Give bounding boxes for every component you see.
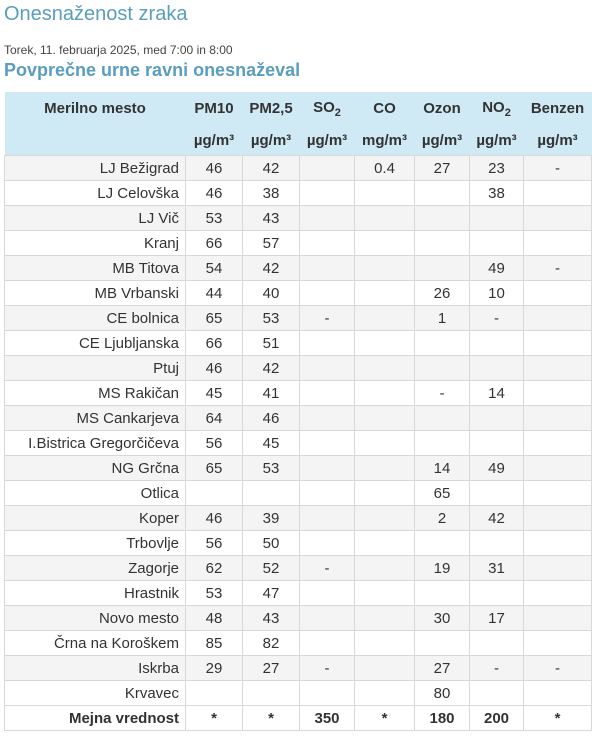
- section-title: Povprečne urne ravni onesnaževal: [4, 60, 301, 80]
- station-name-cell: MB Titova: [5, 256, 186, 281]
- value-cell-no2: -: [470, 306, 524, 331]
- value-cell-co: [355, 231, 415, 256]
- value-cell-co: [355, 381, 415, 406]
- value-cell-so2: [300, 681, 355, 706]
- value-cell-co: [355, 356, 415, 381]
- value-cell-ozon: [415, 331, 470, 356]
- value-cell-no2: 10: [470, 281, 524, 306]
- value-cell-so2: [300, 581, 355, 606]
- value-cell-co: [355, 456, 415, 481]
- value-cell-ozon: [415, 206, 470, 231]
- value-cell-co: [355, 556, 415, 581]
- value-cell-so2: [300, 406, 355, 431]
- value-cell-pm25: 53: [243, 306, 300, 331]
- value-cell-pm25: 43: [243, 206, 300, 231]
- value-cell-so2: [300, 356, 355, 381]
- limit-row: [5, 706, 592, 731]
- value-cell-no2: [470, 681, 524, 706]
- limit-value-pm10: *: [186, 706, 243, 731]
- value-cell-no2: -: [470, 656, 524, 681]
- value-cell-ozon: 14: [415, 456, 470, 481]
- value-cell-pm10: 65: [186, 456, 243, 481]
- unit-header-pm25: µg/m³: [243, 125, 300, 156]
- value-cell-ozon: 30: [415, 606, 470, 631]
- value-cell-pm25: 51: [243, 331, 300, 356]
- value-cell-pm25: 38: [243, 181, 300, 206]
- table-row: [5, 231, 592, 256]
- value-cell-ozon: [415, 581, 470, 606]
- table-row: [5, 356, 592, 381]
- value-cell-pm10: 29: [186, 656, 243, 681]
- value-cell-pm25: 27: [243, 656, 300, 681]
- value-cell-benzen: [524, 206, 592, 231]
- value-cell-ozon: [415, 181, 470, 206]
- value-cell-pm10: 85: [186, 631, 243, 656]
- limit-value-benzen: *: [524, 706, 592, 731]
- value-cell-ozon: [415, 531, 470, 556]
- value-cell-pm10: 66: [186, 331, 243, 356]
- value-cell-pm25: 43: [243, 606, 300, 631]
- value-cell-pm10: 62: [186, 556, 243, 581]
- column-header-benzen: Benzen: [524, 92, 592, 125]
- table-row: [5, 156, 592, 181]
- unit-header-pm10: µg/m³: [186, 125, 243, 156]
- value-cell-benzen: [524, 481, 592, 506]
- value-cell-benzen: [524, 556, 592, 581]
- unit-header-empty: [5, 125, 186, 156]
- value-cell-benzen: [524, 381, 592, 406]
- value-cell-pm10: 54: [186, 256, 243, 281]
- value-cell-pm25: 57: [243, 231, 300, 256]
- header-row-names: [5, 92, 592, 125]
- value-cell-pm10: 46: [186, 506, 243, 531]
- value-cell-no2: [470, 531, 524, 556]
- value-cell-ozon: [415, 431, 470, 456]
- value-cell-ozon: 27: [415, 156, 470, 181]
- table-row: [5, 581, 592, 606]
- value-cell-pm25: 42: [243, 256, 300, 281]
- value-cell-benzen: [524, 581, 592, 606]
- value-cell-pm10: [186, 681, 243, 706]
- value-cell-no2: [470, 331, 524, 356]
- value-cell-co: [355, 531, 415, 556]
- value-cell-ozon: [415, 631, 470, 656]
- station-name-cell: Novo mesto: [5, 606, 186, 631]
- value-cell-pm25: 46: [243, 406, 300, 431]
- value-cell-co: [355, 406, 415, 431]
- header-row-units: [5, 125, 592, 156]
- table-row: [5, 606, 592, 631]
- value-cell-benzen: [524, 331, 592, 356]
- value-cell-ozon: 1: [415, 306, 470, 331]
- value-cell-ozon: -: [415, 381, 470, 406]
- value-cell-benzen: [524, 181, 592, 206]
- date-time-subtitle: Torek, 11. februarja 2025, med 7:00 in 8:00: [4, 43, 233, 57]
- table-row: [5, 681, 592, 706]
- station-name-cell: CE bolnica: [5, 306, 186, 331]
- value-cell-so2: -: [300, 306, 355, 331]
- value-cell-benzen: [524, 681, 592, 706]
- station-name-cell: Hrastnik: [5, 581, 186, 606]
- value-cell-so2: [300, 281, 355, 306]
- value-cell-pm25: 52: [243, 556, 300, 581]
- value-cell-benzen: -: [524, 156, 592, 181]
- value-cell-pm25: [243, 681, 300, 706]
- unit-header-ozon: µg/m³: [415, 125, 470, 156]
- value-cell-benzen: [524, 531, 592, 556]
- value-cell-benzen: [524, 606, 592, 631]
- value-cell-pm25: 42: [243, 356, 300, 381]
- value-cell-co: 0.4: [355, 156, 415, 181]
- value-cell-no2: 14: [470, 381, 524, 406]
- value-cell-ozon: 26: [415, 281, 470, 306]
- station-name-cell: NG Grčna: [5, 456, 186, 481]
- table-row: [5, 306, 592, 331]
- value-cell-pm25: 50: [243, 531, 300, 556]
- value-cell-no2: [470, 406, 524, 431]
- value-cell-co: [355, 431, 415, 456]
- value-cell-pm25: 53: [243, 456, 300, 481]
- table-row: [5, 406, 592, 431]
- value-cell-co: [355, 506, 415, 531]
- value-cell-so2: -: [300, 556, 355, 581]
- station-name-cell: Trbovlje: [5, 531, 186, 556]
- station-name-cell: LJ Celovška: [5, 181, 186, 206]
- table-row: [5, 631, 592, 656]
- unit-header-co: mg/m³: [355, 125, 415, 156]
- value-cell-so2: [300, 181, 355, 206]
- value-cell-no2: 38: [470, 181, 524, 206]
- value-cell-co: [355, 181, 415, 206]
- limit-value-no2: 200: [470, 706, 524, 731]
- limit-value-co: *: [355, 706, 415, 731]
- value-cell-pm25: [243, 481, 300, 506]
- station-name-cell: MS Cankarjeva: [5, 406, 186, 431]
- value-cell-ozon: [415, 406, 470, 431]
- station-name-cell: Črna na Koroškem: [5, 631, 186, 656]
- value-cell-pm10: 56: [186, 531, 243, 556]
- station-name-cell: MB Vrbanski: [5, 281, 186, 306]
- value-cell-benzen: [524, 631, 592, 656]
- value-cell-co: [355, 206, 415, 231]
- column-header-no2: $NO_2$: [470, 92, 524, 125]
- station-name-cell: LJ Bežigrad: [5, 156, 186, 181]
- value-cell-co: [355, 631, 415, 656]
- station-column-header: Merilno mesto: [5, 92, 186, 125]
- value-cell-pm25: 42: [243, 156, 300, 181]
- value-cell-benzen: [524, 281, 592, 306]
- value-cell-no2: [470, 356, 524, 381]
- value-cell-co: [355, 581, 415, 606]
- value-cell-no2: 17: [470, 606, 524, 631]
- station-name-cell: Zagorje: [5, 556, 186, 581]
- value-cell-pm10: 46: [186, 181, 243, 206]
- value-cell-so2: [300, 431, 355, 456]
- value-cell-benzen: -: [524, 256, 592, 281]
- value-cell-so2: [300, 381, 355, 406]
- station-name-cell: Iskrba: [5, 656, 186, 681]
- value-cell-ozon: 2: [415, 506, 470, 531]
- station-name-cell: Ptuj: [5, 356, 186, 381]
- value-cell-pm10: 66: [186, 231, 243, 256]
- value-cell-so2: [300, 156, 355, 181]
- station-name-cell: I.Bistrica Gregorčičeva: [5, 431, 186, 456]
- value-cell-benzen: [524, 406, 592, 431]
- value-cell-so2: [300, 256, 355, 281]
- value-cell-benzen: -: [524, 656, 592, 681]
- value-cell-pm10: 65: [186, 306, 243, 331]
- value-cell-co: [355, 331, 415, 356]
- table-row: [5, 456, 592, 481]
- value-cell-so2: [300, 606, 355, 631]
- value-cell-co: [355, 606, 415, 631]
- value-cell-pm10: 44: [186, 281, 243, 306]
- value-cell-benzen: [524, 431, 592, 456]
- station-name-cell: Otlica: [5, 481, 186, 506]
- value-cell-no2: 49: [470, 456, 524, 481]
- value-cell-pm10: [186, 481, 243, 506]
- value-cell-benzen: [524, 456, 592, 481]
- value-cell-ozon: 27: [415, 656, 470, 681]
- value-cell-so2: [300, 531, 355, 556]
- value-cell-pm10: 48: [186, 606, 243, 631]
- value-cell-no2: 31: [470, 556, 524, 581]
- table-row: [5, 206, 592, 231]
- page-title: Onesnaženost zraka: [4, 3, 188, 25]
- value-cell-so2: [300, 206, 355, 231]
- value-cell-no2: 49: [470, 256, 524, 281]
- value-cell-no2: [470, 581, 524, 606]
- value-cell-pm10: 45: [186, 381, 243, 406]
- table-row: [5, 481, 592, 506]
- unit-header-benzen: µg/m³: [524, 125, 592, 156]
- value-cell-pm10: 64: [186, 406, 243, 431]
- value-cell-pm25: 40: [243, 281, 300, 306]
- value-cell-pm25: 47: [243, 581, 300, 606]
- value-cell-pm10: 53: [186, 206, 243, 231]
- table-row: [5, 256, 592, 281]
- table-row: [5, 381, 592, 406]
- value-cell-pm25: 39: [243, 506, 300, 531]
- value-cell-co: [355, 256, 415, 281]
- value-cell-benzen: [524, 356, 592, 381]
- value-cell-so2: [300, 631, 355, 656]
- pollution-table: [4, 92, 592, 731]
- value-cell-benzen: [524, 231, 592, 256]
- limit-value-ozon: 180: [415, 706, 470, 731]
- column-header-pm10: PM10: [186, 92, 243, 125]
- table-row: [5, 531, 592, 556]
- table-body: [5, 156, 592, 706]
- value-cell-no2: [470, 206, 524, 231]
- column-header-ozon: Ozon: [415, 92, 470, 125]
- table-row: [5, 431, 592, 456]
- column-header-so2: $SO_2$: [300, 92, 355, 125]
- value-cell-co: [355, 656, 415, 681]
- table-row: [5, 331, 592, 356]
- value-cell-ozon: 19: [415, 556, 470, 581]
- value-cell-so2: [300, 456, 355, 481]
- limit-value-pm25: *: [243, 706, 300, 731]
- value-cell-no2: [470, 631, 524, 656]
- value-cell-co: [355, 681, 415, 706]
- value-cell-ozon: [415, 356, 470, 381]
- limit-value-so2: 350: [300, 706, 355, 731]
- station-name-cell: Koper: [5, 506, 186, 531]
- value-cell-ozon: [415, 256, 470, 281]
- value-cell-no2: 23: [470, 156, 524, 181]
- value-cell-so2: -: [300, 656, 355, 681]
- column-header-co: CO: [355, 92, 415, 125]
- station-name-cell: CE Ljubljanska: [5, 331, 186, 356]
- station-name-cell: Kranj: [5, 231, 186, 256]
- value-cell-no2: [470, 481, 524, 506]
- table-row: [5, 506, 592, 531]
- value-cell-co: [355, 481, 415, 506]
- station-name-cell: LJ Vič: [5, 206, 186, 231]
- value-cell-pm25: 45: [243, 431, 300, 456]
- column-header-pm25: PM2,5: [243, 92, 300, 125]
- station-name-cell: Krvavec: [5, 681, 186, 706]
- table-row: [5, 556, 592, 581]
- value-cell-pm25: 41: [243, 381, 300, 406]
- unit-header-no2: µg/m³: [470, 125, 524, 156]
- value-cell-pm25: 82: [243, 631, 300, 656]
- limit-label: Mejna vrednost: [5, 706, 186, 731]
- value-cell-ozon: [415, 231, 470, 256]
- table-row: [5, 656, 592, 681]
- value-cell-co: [355, 281, 415, 306]
- value-cell-pm10: 53: [186, 581, 243, 606]
- value-cell-no2: [470, 431, 524, 456]
- unit-header-so2: µg/m³: [300, 125, 355, 156]
- value-cell-pm10: 56: [186, 431, 243, 456]
- value-cell-no2: 42: [470, 506, 524, 531]
- station-name-cell: MS Rakičan: [5, 381, 186, 406]
- value-cell-so2: [300, 231, 355, 256]
- table-row: [5, 181, 592, 206]
- value-cell-ozon: 80: [415, 681, 470, 706]
- value-cell-so2: [300, 506, 355, 531]
- value-cell-no2: [470, 231, 524, 256]
- value-cell-co: [355, 306, 415, 331]
- value-cell-benzen: [524, 306, 592, 331]
- value-cell-benzen: [524, 506, 592, 531]
- value-cell-pm10: 46: [186, 356, 243, 381]
- value-cell-ozon: 65: [415, 481, 470, 506]
- value-cell-so2: [300, 481, 355, 506]
- table-row: [5, 281, 592, 306]
- value-cell-pm10: 46: [186, 156, 243, 181]
- value-cell-so2: [300, 331, 355, 356]
